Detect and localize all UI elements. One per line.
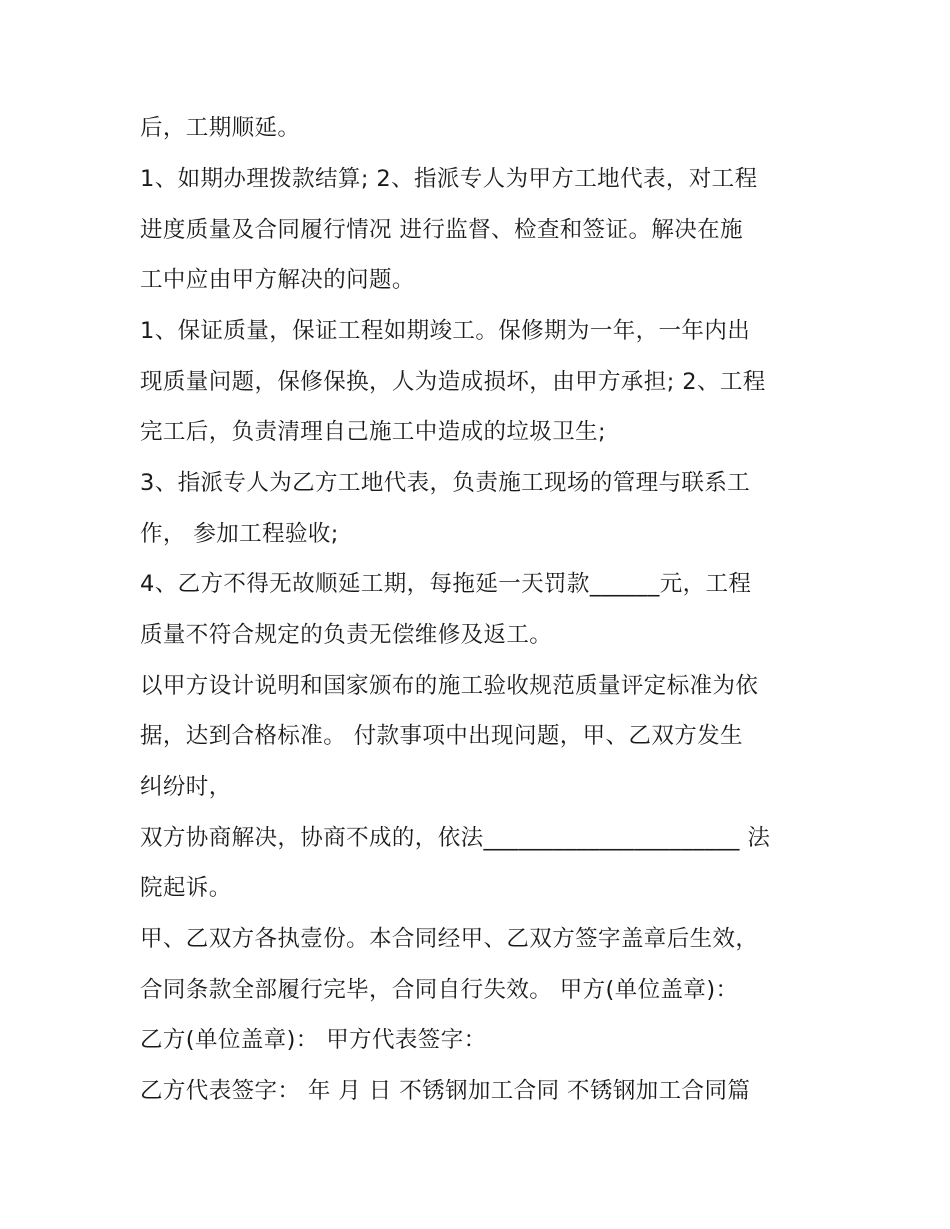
text-line: 纠纷时，	[140, 774, 232, 800]
text-line: 以甲方设计说明和国家颁布的施工验收规范质量评定标准为依	[140, 673, 759, 699]
text-line: 双方协商解决，协商不成的，依法______________________ 法	[140, 825, 771, 851]
text-line: 后，工期顺延。	[140, 115, 301, 141]
text-line: 据，达到合格标准。 付款事项中出现问题，甲、乙双方发生	[140, 723, 743, 749]
text-line: 1、如期办理拨款结算; 2、指派专人为甲方工地代表，对工程	[140, 166, 758, 192]
text-line: 乙方(单位盖章)： 甲方代表签字：	[140, 1027, 487, 1053]
text-line: 进度质量及合同履行情况 进行监督、检查和签证。解决在施	[140, 217, 743, 243]
text-line: 现质量问题，保修保换，人为造成损坏，由甲方承担; 2、工程	[140, 369, 766, 395]
text-line: 甲、乙双方各执壹份。本合同经甲、乙双方签字盖章后生效，	[140, 926, 759, 952]
text-line: 4、乙方不得无故顺延工期，每拖延一天罚款______元，工程	[140, 571, 752, 597]
text-line: 合同条款全部履行完毕，合同自行失效。 甲方(单位盖章)：	[140, 977, 739, 1003]
text-line: 3、指派专人为乙方工地代表，负责施工现场的管理与联系工	[140, 470, 751, 496]
text-line: 1、保证质量，保证工程如期竣工。保修期为一年，一年内出	[140, 318, 751, 344]
text-line: 完工后，负责清理自己施工中造成的垃圾卫生;	[140, 419, 606, 445]
text-line: 作， 参加工程验收;	[140, 521, 339, 547]
text-line: 乙方代表签字： 年 月 日 不锈钢加工合同 不锈钢加工合同篇	[140, 1078, 751, 1104]
text-line: 质量不符合规定的负责无偿维修及返工。	[140, 622, 553, 648]
text-line: 工中应由甲方解决的问题。	[140, 267, 415, 293]
text-line: 院起诉。	[140, 875, 232, 901]
